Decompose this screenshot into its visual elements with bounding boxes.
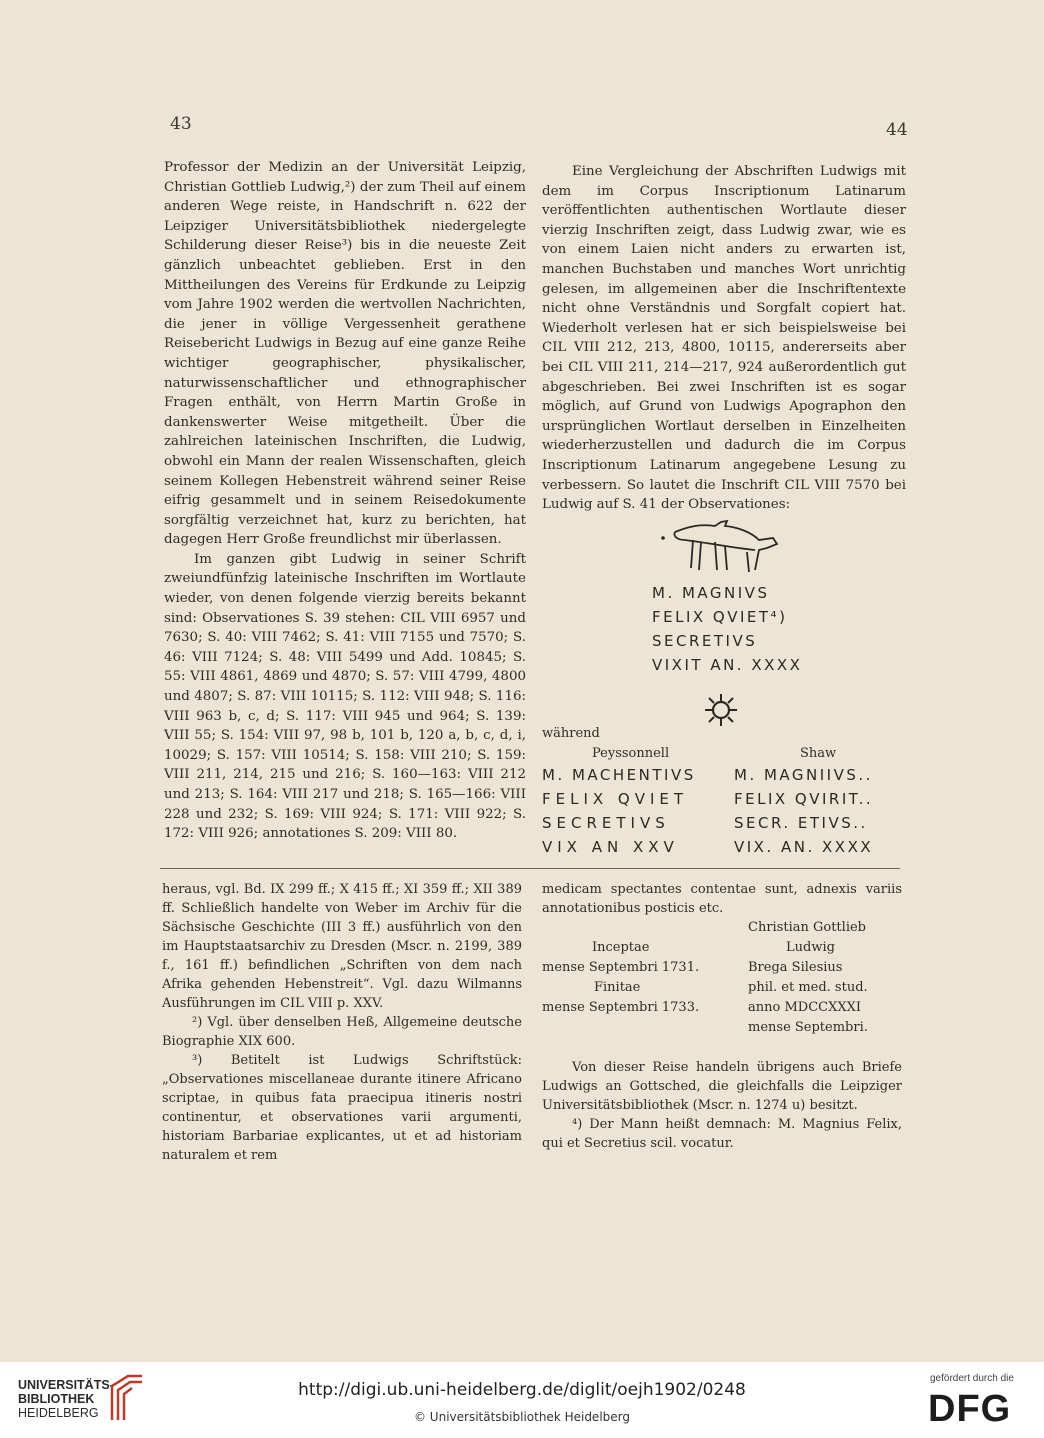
title-mense-2: mense Septembri 1733. — [542, 1000, 700, 1015]
footnote-3: ³) Betitelt ist Ludwigs Schriftstück: „Observationes miscellaneae durante itinere Africano scriptae, in quibus fata praecipua itineris nostri continentur, et observationes varii argumenti, historiam Barbariae explicantes, ut et ad historiam naturalem et rem — [162, 1053, 522, 1163]
title-brega: Brega Silesius — [748, 960, 843, 975]
right-column-text — [542, 162, 906, 515]
right-paragraph-1: Eine Vergleichung der Abschriften Ludwigs mit dem im Corpus Inscriptionum Latinarum veröffentlichten authentischen Wortlaute dieser vierzig Inschriften zeigt, dass Ludwig zwar, wie es von einem Laien nicht anders zu erwarten ist, manchen Buchstaben und manches Wort unrichtig gelesen, im allgemeinen aber die Inschriftentexte nicht ohne Verständnis und Sorgfalt copiert hat. Wiederholt verlesen hat er sich beispielsweise bei CIL VIII 212, 213, 4800, 10115, andererseits aber bei CIL VIII 211, 214—217, 924 außerordentlich gut abgeschrieben. Bei zwei Inschriften ist es sogar möglich, auf Grund von Ludwigs Apographon den ursprünglichen Wortlaut derselben in Einzelheiten wiederherzustellen und dadurch die im Corpus Inscriptionum Latinarum angegebene Lesung zu verbessern. So lautet die Inschrift CIL VIII 7570 bei Ludwig auf S. 41 der Observationes: — [542, 164, 906, 513]
waehrend-label: während — [542, 726, 600, 741]
shaw-line-2: FELIX QVIRIT.. — [734, 790, 874, 808]
left-column-text — [164, 158, 526, 844]
left-paragraph-1: Professor der Medizin an der Universität Leipzig, Christian Gottlieb Ludwig,²) der zum Theil auf einem anderen Wege reiste, in Handschrift n. 622 der Leipziger Universitätsbibliothek niedergelegte Schilderung dieser Reise³) bis in die neueste Zeit gänzlich unbeachtet geblieben. Erst in den Mittheilungen des Vereins für Erdkunde zu Leipzig vom Jahre 1902 werden die wertvollen Nachrichten, die jener in völlige Vergessenheit gerathene Reisebericht Ludwigs in Bezug auf eine ganze Reihe wichtiger geographischer, physikalischer, naturwissenschaftlicher und ethnographischer Fragen enthält, von Herrn Martin Große in dankenswerter Weise mitgetheilt. Über die zahlreichen lateinischen Inschriften, die Ludwig, obwohl ein Mann der realen Wissenschaften, gleich seinem Kollegen Hebenstreit während seiner Reise eifrig gesammelt und in seinem Reisedokumente sorgfältig verzeichnet hat, kurz zu berichten, hat dagegen Herr Große freundlichst mir überlassen. — [164, 160, 526, 548]
right-footnote-intro: medicam spectantes contentae sunt, adnexis variis annotationibus posticis etc. — [542, 882, 902, 916]
title-finitae: Finitae — [594, 980, 641, 995]
peyssonnell-heading: Peyssonnell — [592, 746, 670, 761]
footnote-continued: heraus, vgl. Bd. IX 299 ff.; X 415 ff.; XI 359 ff.; XII 389 ff. Schließlich handelte von Weber im Archiv für die Sächsische Geschichte (III 3 ff.) ausführlich von den im Hauptstaatsarchiv zu Dresden (Mscr. n. 2199, 389 f., 161 ff.) befindlichen „Schriften von dem nach Afrika gehenden Hebenstreit“. Vgl. dazu Wilmanns Ausführungen im CIL VIII p. XXV. — [162, 882, 522, 1011]
rosette-icon — [703, 692, 739, 728]
title-author-line-2: Ludwig — [786, 940, 835, 955]
title-phil: phil. et med. stud. — [748, 980, 868, 995]
footnote-2: ²) Vgl. über denselben Heß, Allgemeine deutsche Biographie XIX 600. — [162, 1015, 522, 1049]
title-author-line-1: Christian Gottlieb — [748, 920, 866, 935]
inscription-line-1: M. MAGNIVS — [652, 584, 770, 602]
logo-line-1: UNIVERSITÄTS- — [18, 1378, 114, 1392]
title-inceptae: Inceptae — [592, 940, 650, 955]
peyssonnell-line-4: VIX AN XXV — [542, 838, 679, 856]
peyssonnell-line-3: SECRETIVS — [542, 814, 670, 832]
shaw-line-1: M. MAGNIIVS.. — [734, 766, 873, 784]
right-footnote-4: ⁴) Der Mann heißt demnach: M. Magnius Felix, qui et Secretius scil. vocatur. — [542, 1117, 902, 1151]
footer-bar — [0, 1362, 1044, 1438]
dfg-logo[interactable]: DFG — [928, 1388, 1012, 1430]
copyright-notice: © Universitätsbibliothek Heidelberg — [413, 1410, 630, 1424]
shaw-heading: Shaw — [800, 746, 837, 761]
right-footnotes — [542, 1058, 902, 1153]
title-anno: anno MDCCXXXI — [748, 1000, 861, 1015]
logo-line-3: HEIDELBERG — [18, 1406, 99, 1420]
inscription-line-4: VIXIT AN. XXXX — [652, 656, 803, 674]
page-number-right: 44 — [886, 120, 908, 140]
title-mense-1: mense Septembri 1731. — [542, 960, 700, 975]
left-footnotes — [162, 880, 522, 1165]
dfg-caption: gefördert durch die — [930, 1373, 1014, 1384]
peyssonnell-line-1: M. MACHENTIVS — [542, 766, 696, 784]
shaw-line-3: SECR. ETIVS.. — [734, 814, 868, 832]
footnote-rule — [160, 868, 900, 869]
shaw-line-4: VIX. AN. XXXX — [734, 838, 874, 856]
logo-line-2: BIBLIOTHEK — [18, 1392, 95, 1406]
peyssonnell-line-2: FELIX QVIET — [542, 790, 689, 808]
page-number-left: 43 — [170, 114, 192, 134]
inscription-line-2: FELIX QVIET⁴) — [652, 608, 788, 626]
right-footnote-1: Von dieser Reise handeln übrigens auch Briefe Ludwigs an Gottsched, die gleichfalls die Leipziger Universitätsbibliothek (Mscr. n. 1274 u) besitzt. — [542, 1060, 902, 1113]
permalink-url[interactable]: http://digi.ub.uni-heidelberg.de/diglit/oejh1902/0248 — [298, 1380, 746, 1400]
animal-drawing — [655, 518, 785, 580]
inscription-line-3: SECRETIVS — [652, 632, 758, 650]
left-paragraph-2: Im ganzen gibt Ludwig in seiner Schrift zweiundfünfzig lateinische Inschriften im Wortlaute wieder, von denen folgende vierzig bereits bekannt sind: Observationes S. 39 stehen: CIL VIII 6957 und 7630; S. 40: VIII 7462; S. 41: VIII 7155 und 7570; S. 46: VIII 7124; S. 48: VIII 5499 und Add. 10845; S. 55: VIII 4861, 4869 und 4870; S. 57: VIII 4799, 4800 und 4807; S. 87: VIII 10115; S. 112: VIII 948; S. 116: VIII 963 b, c, d; S. 117: VIII 945 und 964; S. 139: VIII 55; S. 154: VIII 97, 98 b, 101 b, 120 a, b, c, d, i, 10029; S. 157: VIII 10514; S. 158: VIII 210; S. 159: VIII 211, 214, 215 und 216; S. 160—163: VIII 212 und 213; S. 164: VIII 217 und 218; S. 165—166: VIII 228 und 232; S. 169: VIII 924; S. 171: VIII 922; S. 172: VIII 926; annotationes S. 209: VIII 80. — [164, 551, 526, 842]
title-mense-3: mense Septembri. — [748, 1020, 868, 1035]
